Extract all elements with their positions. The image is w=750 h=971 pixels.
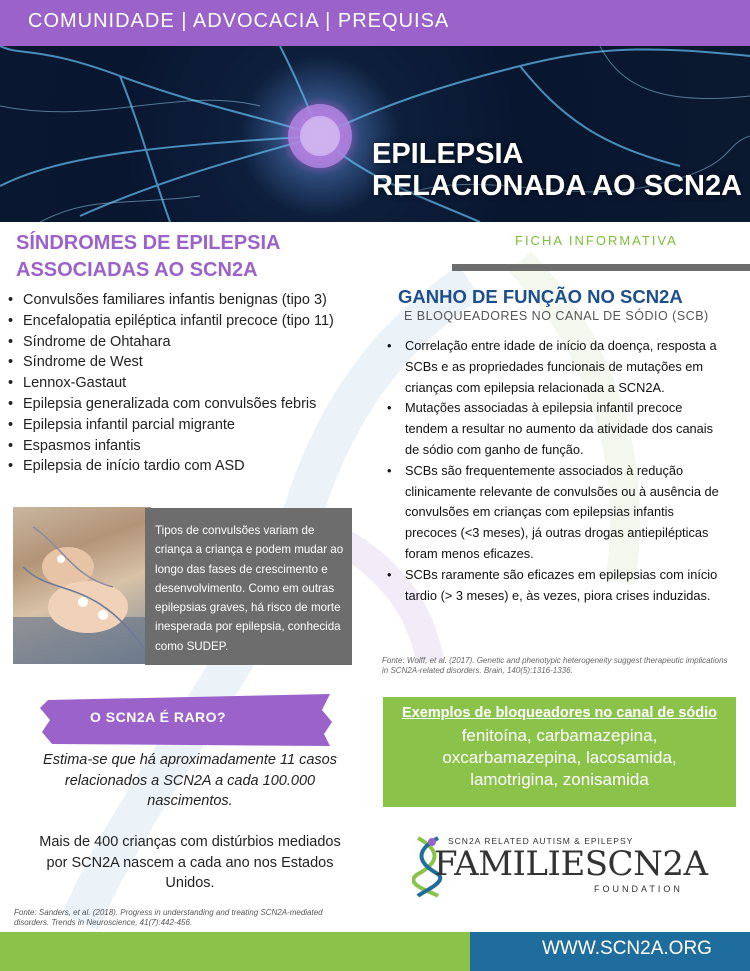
gain-item: • Mutações associadas à epilepsia infantil precoce tendem a resultar no aumento da atividade dos canais de sódio com ganho de função. <box>385 398 727 460</box>
syndromes-list <box>8 290 368 477</box>
hero-banner <box>0 46 750 222</box>
syndrome-item: • Epilepsia infantil parcial migrante <box>8 415 368 436</box>
source-citation-right: Fonte: Wolff, et al. (2017). Genetic and phenotypic heterogeneity suggest therapeutic implications in SCN2A-related disorders. Brain, 140(5):1316-1336. <box>382 656 728 675</box>
sodium-blockers-box <box>383 697 736 807</box>
syndrome-item: • Síndrome de Ohtahara <box>8 332 368 353</box>
website-link[interactable]: WWW.SCN2A.ORG <box>542 938 712 959</box>
logo-foundation: FOUNDATION <box>594 884 683 894</box>
gain-of-function-subtitle: E BLOQUEADORES NO CANAL DE SÓDIO (SCB) <box>404 309 709 323</box>
syndrome-item: • Lennox-Gastaut <box>8 373 368 394</box>
syndromes-title <box>16 230 346 284</box>
gain-item: • SCBs são frequentemente associados à redução clinicamente relevante de convulsões ou à ausência de convulsões em crianças com epilepsias infantis precoces (<3 meses), já outras drogas antiepilépticas foram menos eficazes. <box>385 461 727 565</box>
footer-bar <box>0 932 750 971</box>
hero-title <box>372 138 742 202</box>
logo-wordmark: FAMILIESCN2A <box>434 844 708 884</box>
gain-item: • Correlação entre idade de início da doença, resposta a SCBs e as propriedades funcionais de mutações em crianças com epilepsia relacionada a SCN2A. <box>385 336 727 398</box>
top-nav-bar <box>0 0 750 46</box>
syndrome-item: • Epilepsia generalizada com convulsões febris <box>8 394 368 415</box>
hero-title-line2: RELACIONADA AO SCN2A <box>372 170 743 202</box>
rare-stat-births: Estima-se que há aproximadamente 11 casos relacionados a SCN2A a cada 100.000 nascimentos. <box>43 752 337 809</box>
source-citation-left: Fonte: Sanders, et al. (2018). Progress in understanding and treating SCN2A-mediated disorders. Trends in Neuroscience, 41(7):442-456. <box>14 908 323 927</box>
syndromes-title-line2: ASSOCIADAS AO SCN2A <box>16 259 258 281</box>
photo-caption-box <box>145 508 352 665</box>
top-nav-text: COMUNIDADE | ADVOCACIA | PREQUISA <box>28 10 450 32</box>
footer-green-strip <box>0 932 470 971</box>
logo-tagline: SCN2A RELATED AUTISM & EPILEPSY <box>448 836 634 846</box>
syndrome-item: • Epilepsia de início tardio com ASD <box>8 456 368 477</box>
syndrome-item: • Síndrome de West <box>8 352 368 373</box>
gain-item: • SCBs raramente são eficazes em epilepsias com início tardio (> 3 meses) e, às vezes, piora crises induzidas. <box>385 565 727 607</box>
syndrome-item: • Encefalopatia epiléptica infantil precoce (tipo 11) <box>8 311 368 332</box>
familiescn2a-logo <box>412 836 712 898</box>
drug-line: fenitoína, carbamazepina, <box>461 726 658 745</box>
gain-of-function-list <box>385 336 727 606</box>
gain-of-function-title: GANHO DE FUNÇÃO NO SCN2A <box>398 286 683 307</box>
sodium-blockers-drugs <box>383 725 736 791</box>
hero-title-line1: EPILEPSIA <box>372 138 524 170</box>
photo-caption-text: Tipos de convulsões variam de criança a criança e podem mudar ao longo das fases de crescimento e desenvolvimento. Como em outras epilepsias graves, há risco de morte inesperada por epilepsia, conhecida como SUDEP. <box>155 524 344 653</box>
infant-hospital-photo <box>13 507 151 664</box>
syndromes-title-line1: SÍNDROMES DE EPILEPSIA <box>16 232 281 254</box>
section-divider-bar <box>452 264 750 271</box>
factsheet-label: FICHA INFORMATIVA <box>515 233 678 248</box>
rare-label: O SCN2A É RARO? <box>90 709 227 725</box>
drug-line: lamotrigina, zonisamida <box>470 770 649 789</box>
rare-stat-us: Mais de 400 crianças com distúrbios mediados por SCN2A nascem a cada ano nos Estados Unidos. <box>39 834 341 891</box>
syndrome-item: • Espasmos infantis <box>8 436 368 457</box>
sodium-blockers-heading: Exemplos de bloqueadores no canal de sódio <box>401 705 718 721</box>
drug-line: oxcarbamazepina, lacosamida, <box>442 748 677 767</box>
syndrome-item: • Convulsões familiares infantis benignas (tipo 3) <box>8 290 368 311</box>
